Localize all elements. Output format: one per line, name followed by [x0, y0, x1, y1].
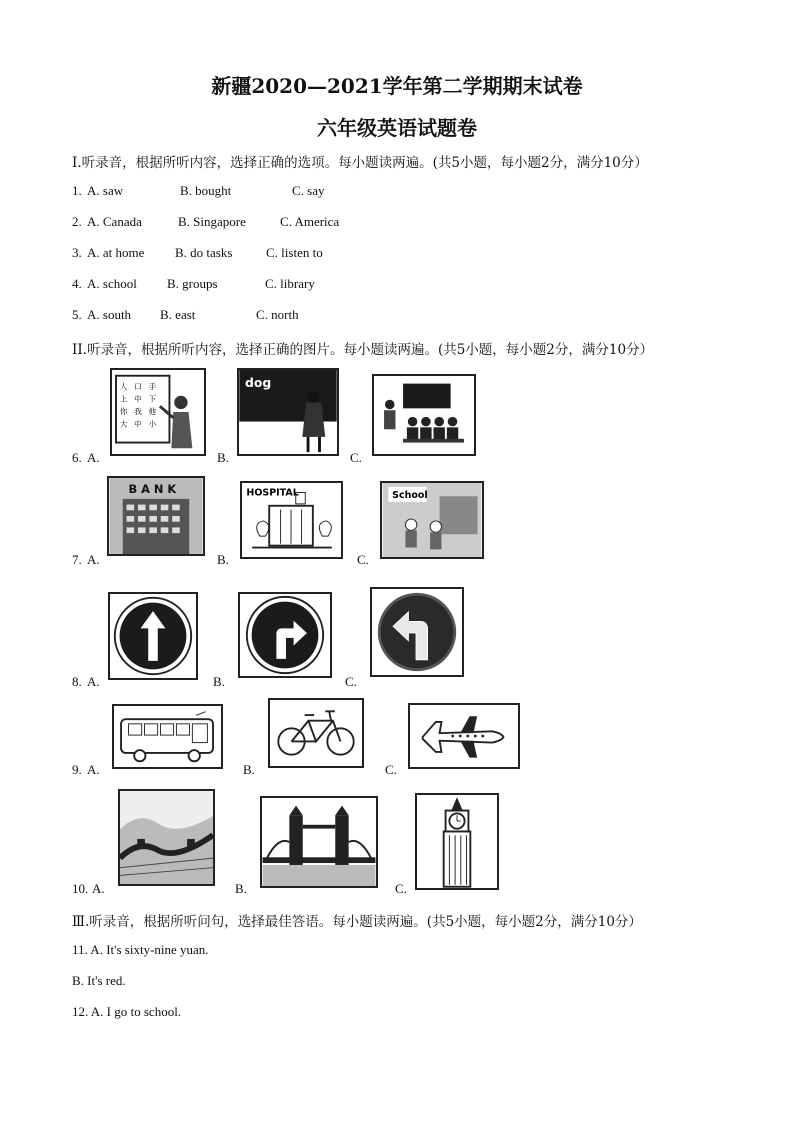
chinese-char: 下 [148, 394, 157, 404]
picture-label-b: B. [243, 762, 255, 777]
option-a: A. south [87, 307, 132, 322]
chinese-char: 中 [134, 419, 142, 429]
hospital-sign: HOSPITAL [246, 487, 299, 499]
picture-label-a: A. [87, 674, 100, 689]
question-number: 10. [72, 881, 89, 896]
option-b: B. groups [167, 276, 218, 291]
option-a: A. saw [87, 183, 124, 198]
chinese-char: 口 [134, 382, 142, 392]
option-c: C. library [265, 276, 315, 291]
bus-picture [112, 704, 223, 769]
question-11-option-a: 11. A. It's sixty-nine yuan. [72, 942, 209, 957]
option-c: C. listen to [266, 245, 323, 260]
option-a: A. school [87, 276, 137, 291]
children-blackboard-picture [372, 374, 476, 456]
picture-label-c: C. [357, 552, 369, 567]
school-children-picture [380, 481, 484, 559]
chinese-char: 他 [148, 406, 157, 416]
option-b: B. east [160, 307, 196, 322]
question-number: 9. [72, 762, 82, 777]
question-number: 5. [72, 307, 82, 322]
picture-label-b: B. [213, 674, 225, 689]
option-c: C. north [256, 307, 299, 322]
option-a: A. Canada [87, 214, 142, 229]
question-11-option-b: B. It's red. [72, 973, 126, 988]
great-wall-picture [118, 789, 215, 886]
picture-label-b: B. [217, 552, 229, 567]
bank-building-picture [107, 476, 205, 556]
hospital-building-picture [240, 481, 343, 559]
picture-label-b: B. [217, 450, 229, 465]
picture-label-c: C. [395, 881, 407, 896]
classroom-chinese-lesson-picture [110, 368, 206, 456]
question-number: 8. [72, 674, 82, 689]
bank-sign: B A N K [128, 482, 177, 497]
picture-label-a: A. [87, 762, 100, 777]
chinese-char: 手 [148, 382, 157, 392]
chinese-char: 中 [134, 394, 142, 404]
question-number: 6. [72, 450, 82, 465]
option-c: C. America [280, 214, 340, 229]
dog-word: dog [245, 375, 272, 391]
picture-label-c: C. [350, 450, 362, 465]
chinese-char: 大 [119, 419, 128, 429]
big-ben-picture [415, 793, 499, 890]
chinese-char: 我 [134, 406, 142, 416]
question-number: 4. [72, 276, 82, 291]
option-c: C. say [292, 183, 325, 198]
question-number: 2. [72, 214, 82, 229]
question-number: 7. [72, 552, 82, 567]
bike-picture [268, 698, 364, 768]
go-straight-sign-picture [108, 592, 198, 680]
plane-picture [408, 703, 520, 769]
section3-instruction: Ⅲ.听录音，根据所听问句，选择最佳答语。每小题读两遍。(共5小题，每小题2分，满分10分） [72, 914, 642, 930]
picture-label-b: B. [235, 881, 247, 896]
picture-label-a: A. [87, 552, 100, 567]
picture-label-a: A. [87, 450, 100, 465]
chinese-char: 上 [119, 394, 128, 404]
dog-word-card-picture [237, 368, 339, 456]
question-number: 3. [72, 245, 82, 260]
chinese-char: 你 [119, 406, 128, 416]
chinese-char: 人 [119, 382, 128, 392]
exam-subtitle: 六年级英语试题卷 [317, 116, 477, 140]
question-12-option-a: 12. A. I go to school. [72, 1004, 182, 1019]
chinese-char: 小 [148, 419, 157, 429]
turn-left-sign-picture [370, 587, 464, 677]
option-a: A. at home [87, 245, 145, 260]
picture-label-a: A. [92, 881, 105, 896]
school-sign: School [392, 490, 428, 502]
tower-bridge-picture [260, 796, 378, 888]
section1-instruction: I.听录音，根据所听内容，选择正确的选项。每小题读两遍。(共5小题，每小题2分，满分10分） [72, 155, 648, 171]
exam-title: 新疆2020—2021学年第二学期期末试卷 [211, 74, 583, 98]
option-b: B. Singapore [178, 214, 246, 229]
section2-instruction: II.听录音，根据所听内容，选择正确的图片。每小题读两遍。(共5小题，每小题2分，满分10分） [72, 342, 654, 358]
option-b: B. bought [180, 183, 232, 198]
turn-right-sign-picture [238, 592, 332, 678]
option-b: B. do tasks [175, 245, 233, 260]
question-number: 1. [72, 183, 82, 198]
picture-label-c: C. [385, 762, 397, 777]
picture-label-c: C. [345, 674, 357, 689]
